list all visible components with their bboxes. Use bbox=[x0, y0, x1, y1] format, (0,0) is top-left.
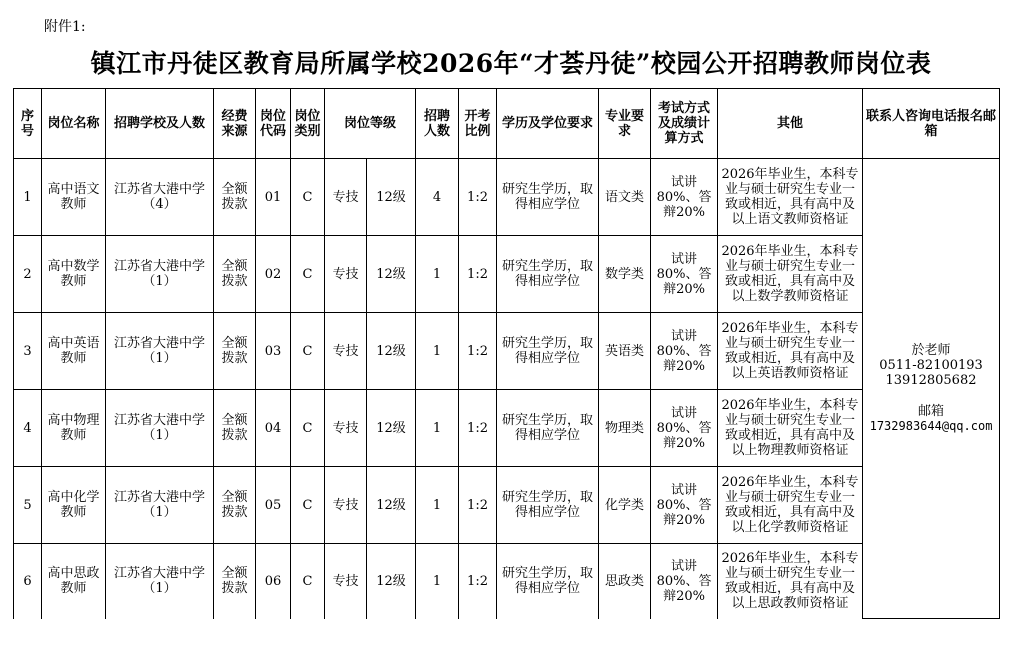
table-row bbox=[14, 544, 1000, 619]
cell-school: 江苏省大港中学（1） bbox=[106, 390, 214, 467]
cell-post: 高中语文教师 bbox=[42, 159, 106, 236]
table-row bbox=[14, 467, 1000, 544]
cell-seq: 6 bbox=[14, 544, 42, 619]
cell-count: 1 bbox=[416, 390, 459, 467]
table-row bbox=[14, 313, 1000, 390]
cell-school: 江苏省大港中学（1） bbox=[106, 236, 214, 313]
cell-code: 05 bbox=[256, 467, 291, 544]
cell-category: C bbox=[291, 467, 325, 544]
cell-category: C bbox=[291, 544, 325, 619]
cell-level-type: 专技 bbox=[325, 313, 367, 390]
header-level: 岗位等级 bbox=[325, 89, 416, 159]
cell-school: 江苏省大港中学（4） bbox=[106, 159, 214, 236]
cell-post: 高中思政教师 bbox=[42, 544, 106, 619]
header-edu: 学历及学位要求 bbox=[497, 89, 599, 159]
cell-major: 化学类 bbox=[599, 467, 651, 544]
cell-post: 高中英语教师 bbox=[42, 313, 106, 390]
table-row bbox=[14, 159, 1000, 236]
cell-other: 2026年毕业生，本科专业与硕士研究生专业一致或相近，具有高中及以上物理教师资格证 bbox=[718, 390, 863, 467]
cell-other: 2026年毕业生，本科专业与硕士研究生专业一致或相近，具有高中及以上英语教师资格证 bbox=[718, 313, 863, 390]
header-school: 招聘学校及人数 bbox=[106, 89, 214, 159]
recruitment-table bbox=[13, 88, 1000, 619]
cell-school: 江苏省大港中学（1） bbox=[106, 544, 214, 619]
cell-category: C bbox=[291, 159, 325, 236]
table-row bbox=[14, 236, 1000, 313]
cell-exam: 试讲80%、答辩20% bbox=[651, 159, 718, 236]
header-seq: 序号 bbox=[14, 89, 42, 159]
cell-code: 04 bbox=[256, 390, 291, 467]
cell-funding: 全额拨款 bbox=[214, 467, 256, 544]
cell-ratio: 1:2 bbox=[459, 313, 497, 390]
cell-edu: 研究生学历，取得相应学位 bbox=[497, 236, 599, 313]
cell-level-type: 专技 bbox=[325, 159, 367, 236]
header-other: 其他 bbox=[718, 89, 863, 159]
cell-post: 高中物理教师 bbox=[42, 390, 106, 467]
contact-email: 1732983644@qq.com bbox=[869, 419, 993, 433]
cell-level-type: 专技 bbox=[325, 544, 367, 619]
contact-cell bbox=[863, 159, 1000, 619]
cell-level: 12级 bbox=[367, 313, 416, 390]
cell-code: 02 bbox=[256, 236, 291, 313]
cell-category: C bbox=[291, 236, 325, 313]
cell-level: 12级 bbox=[367, 467, 416, 544]
cell-seq: 2 bbox=[14, 236, 42, 313]
header-row bbox=[14, 89, 1000, 159]
cell-exam: 试讲80%、答辩20% bbox=[651, 313, 718, 390]
header-count: 招聘人数 bbox=[416, 89, 459, 159]
contact-phone-2: 13912805682 bbox=[885, 373, 977, 388]
cell-edu: 研究生学历，取得相应学位 bbox=[497, 467, 599, 544]
cell-exam: 试讲80%、答辩20% bbox=[651, 390, 718, 467]
cell-ratio: 1:2 bbox=[459, 467, 497, 544]
cell-major: 数学类 bbox=[599, 236, 651, 313]
cell-edu: 研究生学历，取得相应学位 bbox=[497, 159, 599, 236]
cell-count: 4 bbox=[416, 159, 459, 236]
header-category: 岗位类别 bbox=[291, 89, 325, 159]
cell-post: 高中数学教师 bbox=[42, 236, 106, 313]
cell-school: 江苏省大港中学（1） bbox=[106, 467, 214, 544]
cell-school: 江苏省大港中学（1） bbox=[106, 313, 214, 390]
cell-exam: 试讲80%、答辩20% bbox=[651, 467, 718, 544]
cell-other: 2026年毕业生，本科专业与硕士研究生专业一致或相近，具有高中及以上数学教师资格证 bbox=[718, 236, 863, 313]
cell-level-type: 专技 bbox=[325, 467, 367, 544]
cell-seq: 3 bbox=[14, 313, 42, 390]
cell-count: 1 bbox=[416, 544, 459, 619]
cell-funding: 全额拨款 bbox=[214, 159, 256, 236]
cell-post: 高中化学教师 bbox=[42, 467, 106, 544]
header-post-name: 岗位名称 bbox=[42, 89, 106, 159]
cell-other: 2026年毕业生，本科专业与硕士研究生专业一致或相近，具有高中及以上思政教师资格证 bbox=[718, 544, 863, 619]
header-ratio: 开考比例 bbox=[459, 89, 497, 159]
cell-level: 12级 bbox=[367, 390, 416, 467]
cell-major: 思政类 bbox=[599, 544, 651, 619]
cell-count: 1 bbox=[416, 313, 459, 390]
cell-exam: 试讲80%、答辩20% bbox=[651, 544, 718, 619]
cell-seq: 1 bbox=[14, 159, 42, 236]
cell-count: 1 bbox=[416, 236, 459, 313]
cell-code: 03 bbox=[256, 313, 291, 390]
header-major: 专业要求 bbox=[599, 89, 651, 159]
cell-category: C bbox=[291, 390, 325, 467]
cell-edu: 研究生学历，取得相应学位 bbox=[497, 313, 599, 390]
cell-funding: 全额拨款 bbox=[214, 236, 256, 313]
cell-edu: 研究生学历，取得相应学位 bbox=[497, 390, 599, 467]
cell-major: 语文类 bbox=[599, 159, 651, 236]
contact-name: 於老师 bbox=[911, 343, 951, 358]
cell-level: 12级 bbox=[367, 544, 416, 619]
header-code: 岗位代码 bbox=[256, 89, 291, 159]
cell-category: C bbox=[291, 313, 325, 390]
cell-funding: 全额拨款 bbox=[214, 313, 256, 390]
cell-code: 06 bbox=[256, 544, 291, 619]
cell-major: 物理类 bbox=[599, 390, 651, 467]
cell-count: 1 bbox=[416, 467, 459, 544]
cell-funding: 全额拨款 bbox=[214, 544, 256, 619]
cell-other: 2026年毕业生，本科专业与硕士研究生专业一致或相近，具有高中及以上语文教师资格证 bbox=[718, 159, 863, 236]
contact-email-label: 邮箱 bbox=[918, 404, 945, 419]
cell-seq: 4 bbox=[14, 390, 42, 467]
page-title: 镇江市丹徒区教育局所属学校2026年“才荟丹徒”校园公开招聘教师岗位表 bbox=[90, 49, 932, 78]
cell-funding: 全额拨款 bbox=[214, 390, 256, 467]
cell-level-type: 专技 bbox=[325, 390, 367, 467]
header-contact: 联系人咨询电话报名邮箱 bbox=[863, 89, 1000, 159]
table-row bbox=[14, 390, 1000, 467]
cell-other: 2026年毕业生，本科专业与硕士研究生专业一致或相近，具有高中及以上化学教师资格证 bbox=[718, 467, 863, 544]
cell-exam: 试讲80%、答辩20% bbox=[651, 236, 718, 313]
cell-level-type: 专技 bbox=[325, 236, 367, 313]
cell-ratio: 1:2 bbox=[459, 544, 497, 619]
cell-major: 英语类 bbox=[599, 313, 651, 390]
cell-ratio: 1:2 bbox=[459, 159, 497, 236]
attachment-label: 附件1: bbox=[44, 19, 86, 35]
cell-code: 01 bbox=[256, 159, 291, 236]
contact-phone-1: 0511-82100193 bbox=[879, 358, 983, 373]
cell-ratio: 1:2 bbox=[459, 236, 497, 313]
header-funding: 经费来源 bbox=[214, 89, 256, 159]
cell-seq: 5 bbox=[14, 467, 42, 544]
cell-ratio: 1:2 bbox=[459, 390, 497, 467]
header-exam: 考试方式及成绩计算方式 bbox=[651, 89, 718, 159]
cell-level: 12级 bbox=[367, 159, 416, 236]
cell-edu: 研究生学历，取得相应学位 bbox=[497, 544, 599, 619]
cell-level: 12级 bbox=[367, 236, 416, 313]
